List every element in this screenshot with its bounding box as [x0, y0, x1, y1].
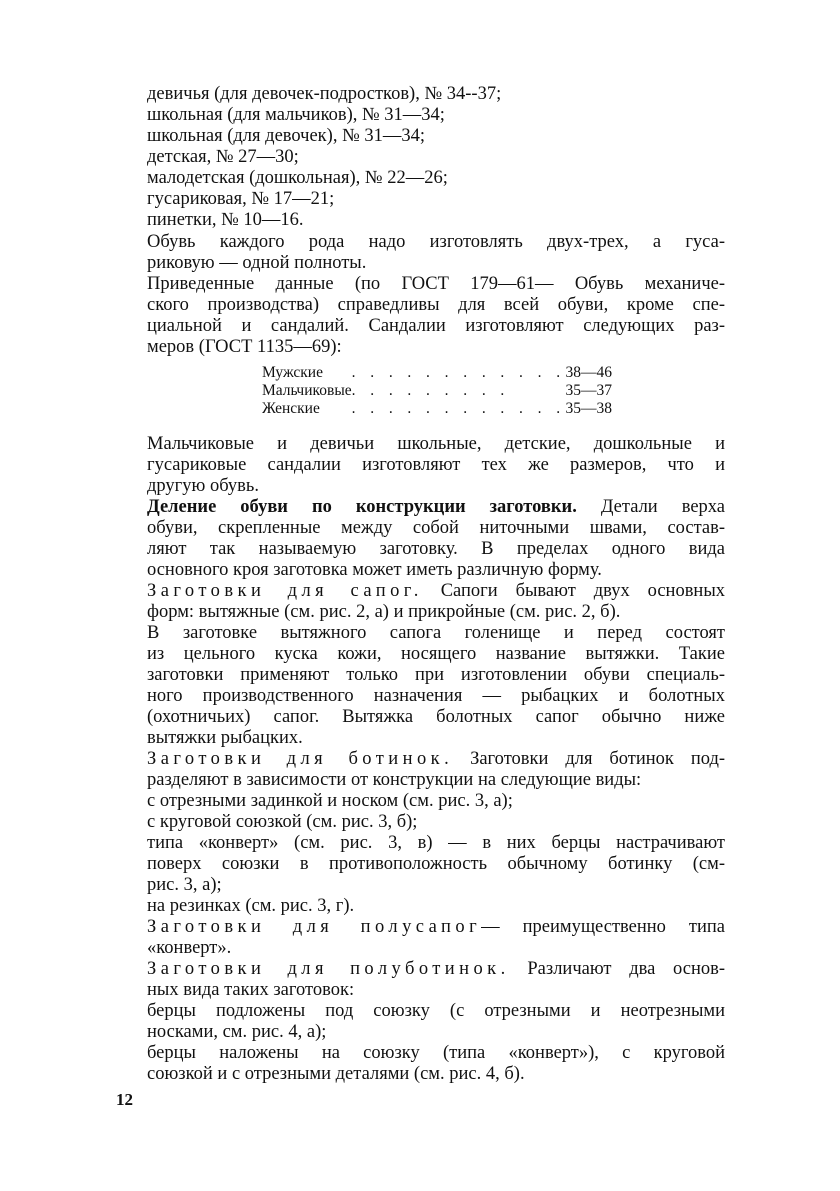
size-range: 35—38 — [565, 400, 613, 417]
leader-dots: . . . . . . . . . . . . — [351, 364, 566, 381]
text-line: форм: вытяжные (см. рис. 2, а) и прикройные (см. рис. 2, б). — [147, 602, 621, 622]
text-line: другую обувь. — [147, 476, 259, 496]
size-range: 35—37 — [565, 382, 613, 399]
text-line: поверх союзки в противоположность обычному ботинку (см- — [147, 854, 725, 874]
text-line: берцы подложены под союзку (с отрезными и неотрезными — [147, 1001, 725, 1021]
text-line: Приведенные данные (по ГОСТ 179—61— Обувь механиче- — [147, 274, 725, 294]
text-line: ного производственного назначения — рыбацких и болотных — [147, 686, 725, 706]
text-line: основного кроя заготовка может иметь различную форму. — [147, 560, 602, 580]
text-line: рис. 3, а); — [147, 875, 222, 895]
size-category: Мужские — [262, 364, 323, 381]
paragraph-low-shoes — [147, 959, 725, 1085]
size-category: Женские — [262, 400, 320, 417]
paragraph-stretched-boot — [147, 623, 725, 749]
text-line: риковую — одной полноты. — [147, 253, 367, 273]
spaced-heading: Заготовки для ботинок. — [147, 749, 454, 769]
spaced-heading: Заготовки для сапог. — [147, 581, 423, 601]
list-item: малодетская (дошкольная), № 22—26; — [147, 168, 448, 188]
spaced-heading: Заготовки для полусапог — [147, 917, 482, 937]
text-line: из цельного куска кожи, носящего название вытяжки. Такие — [147, 644, 725, 664]
text-line: разделяют в зависимости от конструкции на следующие виды: — [147, 770, 642, 790]
paragraph-ankle-boots — [147, 749, 725, 917]
paragraph-half-boots — [147, 917, 725, 959]
text-line: Деление обуви по конструкции заготовки. Детали верха — [147, 497, 725, 517]
text-line: берцы наложены на союзку (типа «конверт»), с круговой — [147, 1043, 725, 1063]
paragraph-division — [147, 497, 725, 581]
leader-dots: . . . . . . . . . — [351, 382, 510, 399]
list-item: школьная (для девочек), № 31—34; — [147, 126, 425, 146]
text-line: носками, см. рис. 4, а); — [147, 1022, 327, 1042]
text-line: типа «конверт» (см. рис. 3, в) — в них берцы настрачивают — [147, 833, 725, 853]
text-line: циальной и сандалий. Сандалии изготовляют следующих раз- — [147, 316, 725, 336]
text-line: союзкой и с отрезными деталями (см. рис. 4, б). — [147, 1064, 525, 1084]
page-number: 12 — [116, 1090, 133, 1109]
paragraph-boots — [147, 581, 725, 623]
text-line: ляют так называемую заготовку. В пределах одного вида — [147, 539, 725, 559]
list-item: с отрезными задинкой и носком (см. рис. 3, а); — [147, 791, 513, 811]
text-line: Заготовки для полуботинок. Различают два основ- — [147, 959, 726, 979]
table-row — [262, 382, 612, 400]
text-line: (охотничьих) сапог. Вытяжка болотных сапог обычно ниже — [147, 707, 725, 727]
text-line: Заготовки для ботинок. Заготовки для ботинок под- — [147, 749, 726, 769]
size-range: 38—46 — [565, 364, 613, 381]
list-item: с круговой союзкой (см. рис. 3, б); — [147, 812, 418, 832]
list-item: девичья (для девочек-подростков), № 34--37; — [147, 84, 502, 104]
section-heading: Деление обуви по конструкции заготовки. — [147, 497, 577, 517]
text-line: обуви, скрепленные между собой ниточными швами, состав- — [147, 518, 725, 538]
text-line: Обувь каждого рода надо изготовлять двух-трех, а гуса- — [147, 232, 725, 252]
text-line: вытяжки рыбацких. — [147, 728, 303, 748]
size-category: Мальчиковые — [262, 382, 352, 399]
paragraph-sandals — [147, 434, 725, 497]
text-line: ского производства) справедливы для всей обуви, кроме спе- — [147, 295, 725, 315]
list-item: на резинках (см. рис. 3, г). — [147, 896, 355, 916]
shoe-type-list — [147, 84, 725, 231]
spaced-heading: Заготовки для полуботинок. — [147, 959, 510, 979]
list-item: детская, № 27—30; — [147, 147, 299, 167]
text-line: Заготовки для полусапог— преимущественно типа — [147, 917, 725, 937]
list-item: пинетки, № 10—16. — [147, 210, 304, 230]
paragraph-fullness — [147, 232, 725, 274]
table-row — [262, 364, 612, 382]
text-line: Заготовки для сапог. Сапоги бывают двух основных — [147, 581, 726, 601]
table-row — [262, 400, 612, 418]
leader-dots: . . . . . . . . . . . . — [351, 400, 566, 417]
text-line: Мальчиковые и девичьи школьные, детские, дошкольные и — [147, 434, 725, 454]
list-item: гусариковая, № 17—21; — [147, 189, 335, 209]
text-line: гусариковые сандалии изготовляют тех же размеров, что и — [147, 455, 725, 475]
sandal-sizes-table — [262, 364, 612, 418]
text-line: заготовки применяют только при изготовлении обуви специаль- — [147, 665, 725, 685]
text-line: В заготовке вытяжного сапога голенище и перед состоят — [147, 623, 725, 643]
list-item: школьная (для мальчиков), № 31—34; — [147, 105, 445, 125]
text-line: меров (ГОСТ 1135—69): — [147, 337, 342, 357]
text-line: «конверт». — [147, 938, 232, 958]
paragraph-gost — [147, 274, 725, 358]
text-line: ных вида таких заготовок: — [147, 980, 355, 1000]
